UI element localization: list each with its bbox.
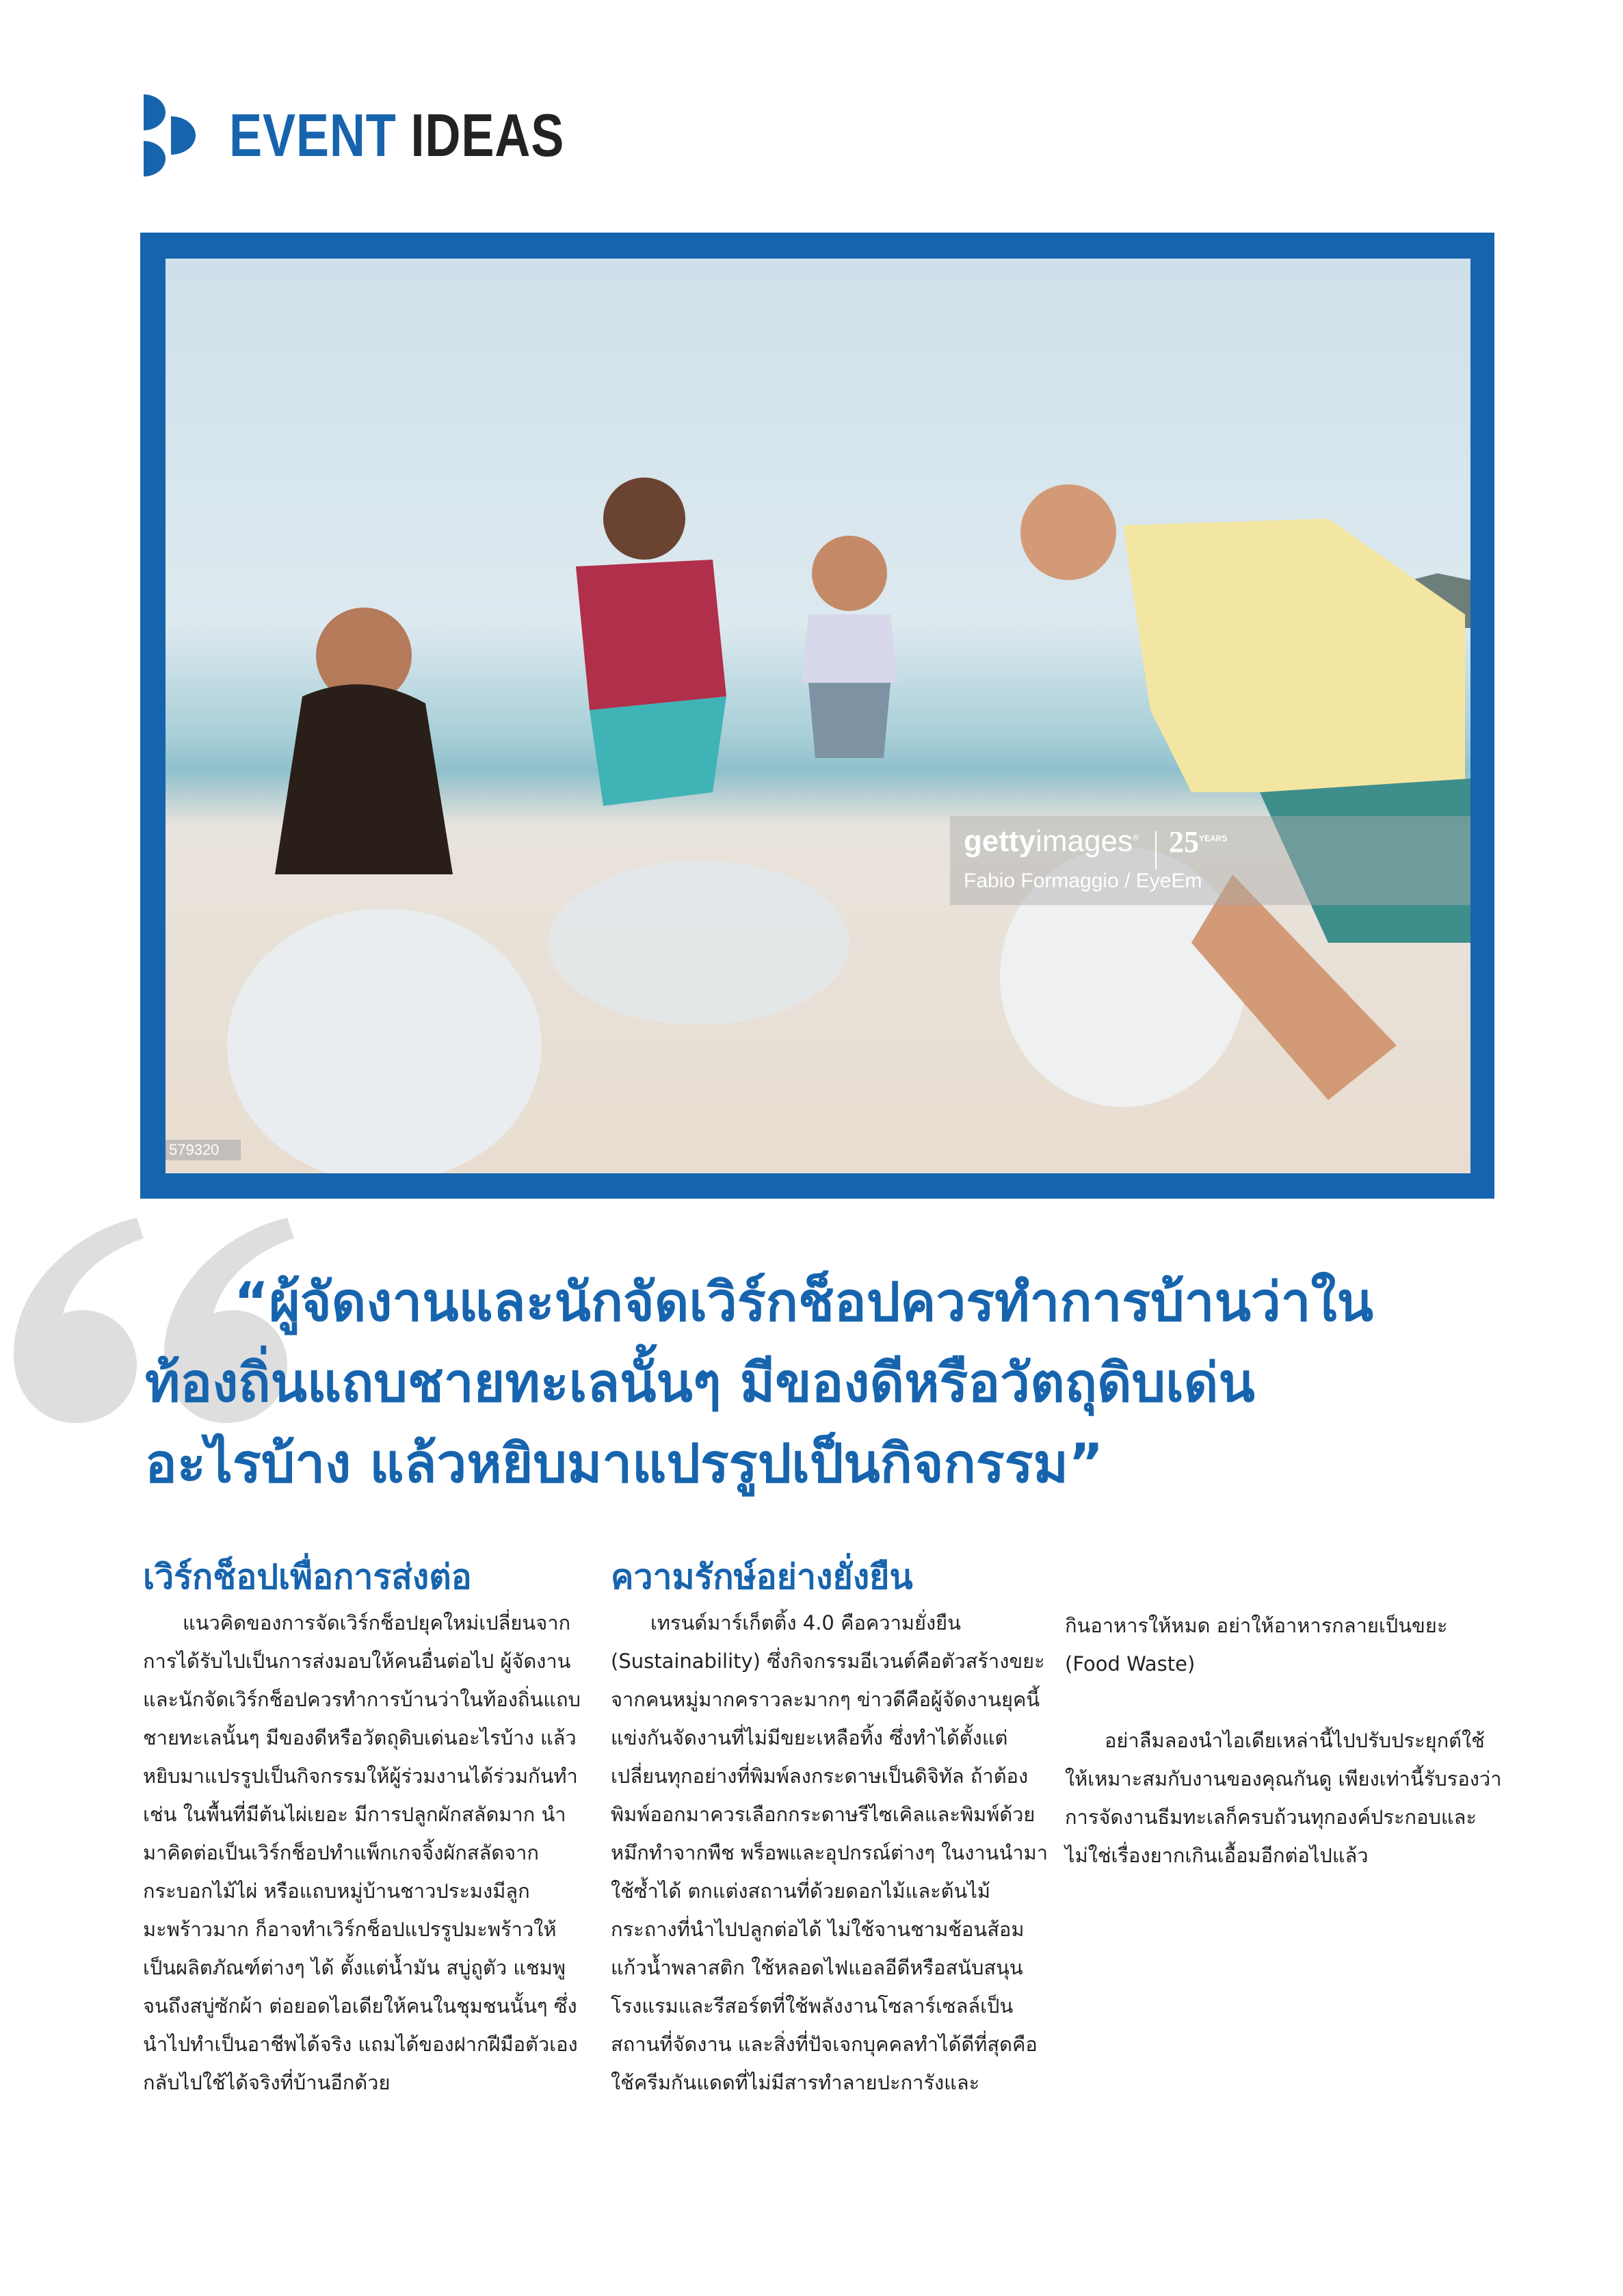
logo-text: [229, 101, 564, 170]
anniversary-number: 25: [1169, 825, 1199, 859]
section-heading-sustainability: ความรักษ์อย่างยั่งยืน: [611, 1557, 913, 1597]
logo-word-ideas: IDEAS: [410, 101, 565, 169]
pull-quote-line: อะไรบ้าง แล้วหยิบมาแปรรูปเป็นกิจกรรม”: [145, 1433, 1104, 1495]
beach-cleanup-photo: [166, 259, 1470, 1173]
photo-illustration: [166, 259, 1470, 1173]
getty-word: getty: [964, 824, 1036, 858]
article-column-1: [143, 1553, 581, 2102]
anniversary-mark: [1169, 824, 1227, 859]
getty-logo: [964, 824, 1139, 859]
article-column-3: [1065, 1606, 1503, 1875]
article-column-2: [611, 1553, 1048, 2102]
section-body: เทรนด์มาร์เก็ตติ้ง 4.0 คือความยั่งยืน (Sustainability) ซึ่งกิจกรรมอีเวนต์คือตัวสร้างขยะจากคนหมู่มากคราวละมากๆ ข่าวดีคือผู้จัดงานยุคนี้แข่งกันจัดงานที่ไม่มีขยะเหลือทิ้ง ซึ่งทำได้ตั้งแต่เปลี่ยนทุกอย่างที่พิมพ์ลงกระดาษเป็นดิจิทัล ถ้าต้องพิมพ์ออกมาควรเลือกกระดาษรีไซเคิลและพิมพ์ด้วยหมึกทำจากพืช พร็อพและอุปกรณ์ต่างๆ ในงานนำมาใช้ซ้ำได้ ตกแต่งสถานที่ด้วยดอกไม้และต้นไม้กระถางที่นำไปปลูกต่อได้ ไม่ใช้จานชามช้อนส้อมแก้วน้ำพลาสติก ใช้หลอดไฟแอลอีดีหรือสนับสนุนโรงแรมและรีสอร์ตที่ใช้พลังงานโซลาร์เซลล์เป็นสถานที่จัดงาน และสิ่งที่ปัจเจกบุคคลทำได้ดีที่สุดคือใช้ครีมกันแดดที่ไม่มีสารทำลายปะการังและ: [611, 1611, 1048, 2094]
pull-quote-line: [145, 1262, 1486, 1343]
photo-frame: [140, 233, 1494, 1199]
images-word: images: [1035, 824, 1133, 858]
registered-mark: ®: [1132, 833, 1139, 843]
pull-quote: [145, 1262, 1486, 1504]
pull-quote-line: ท้องถิ่นแถบชายทะเลนั้นๆ มีของดีหรือวัตถุดิบเด่น: [145, 1353, 1255, 1414]
section-body: แนวคิดของการจัดเวิร์กช็อปยุคใหม่เปลี่ยนจากการได้รับไปเป็นการส่งมอบให้คนอื่นต่อไป ผู้จัดงานและนักจัดเวิร์กช็อปควรทำการบ้านว่าในท้องถิ่นแถบชายทะเลนั้นๆ มีของดีหรือวัตถุดิบเด่นอะไรบ้าง แล้วหยิบมาแปรรูปเป็นกิจกรรมให้ผู้ร่วมงานได้ร่วมกันทำ เช่น ในพื้นที่มีต้นไผ่เยอะ มีการปลูกผักสลัดมาก นำมาคิดต่อเป็นเวิร์กช็อปทำแพ็กเกจจิ้งผักสลัดจากกระบอกไม้ไผ่ หรือแถบหมู่บ้านชาวประมงมีลูกมะพร้าวมาก ก็อาจทำเวิร์กช็อปแปรรูปมะพร้าวให้เป็นผลิตภัณฑ์ต่างๆ ได้ ตั้งแต่น้ำมัน สบู่ถูตัว แชมพูจนถึงสบู่ซักผ้า ต่อยอดไอเดียให้คนในชุมชนนั้นๆ ซึ่งนำไปทำเป็นอาชีพได้จริง แถมได้ของฝากฝีมือตัวเองกลับไปใช้ได้จริงที่บ้านอีกด้วย: [143, 1611, 581, 2094]
photo-credit: Fabio Formaggio / EyeEm: [964, 870, 1202, 892]
logo-word-event: EVENT: [229, 101, 397, 169]
logo-icon: [144, 94, 205, 177]
event-ideas-logo: [144, 94, 568, 180]
pull-quote-line-text: ผู้จัดงานและนักจัดเวิร์กช็อปควรทำการบ้านว่าใน: [269, 1272, 1373, 1333]
opening-quote-mark: “: [234, 1272, 269, 1333]
closing-paragraph: อย่าลืมลองนำไอเดียเหล่านี้ไปปรับประยุกต์ใช้ให้เหมาะสมกับงานของคุณกันดู เพียงเท่านี้รับรองว่า การจัดงานธีมทะเลก็ครบถ้วนทุกองค์ประกอบและไม่ใช่เรื่องยากเกินเอื้อมอีกต่อไปแล้ว: [1065, 1729, 1502, 1867]
section-body-continued: กินอาหารให้หมด อย่าให้อาหารกลายเป็นขยะ (Food Waste): [1065, 1614, 1448, 1675]
anniversary-years: YEARS: [1199, 833, 1228, 844]
section-heading-workshop: เวิร์กช็อปเพื่อการส่งต่อ: [143, 1557, 472, 1597]
watermark-divider: [1155, 831, 1157, 870]
getty-watermark: [950, 816, 1470, 905]
photo-id: 579320: [166, 1140, 241, 1160]
